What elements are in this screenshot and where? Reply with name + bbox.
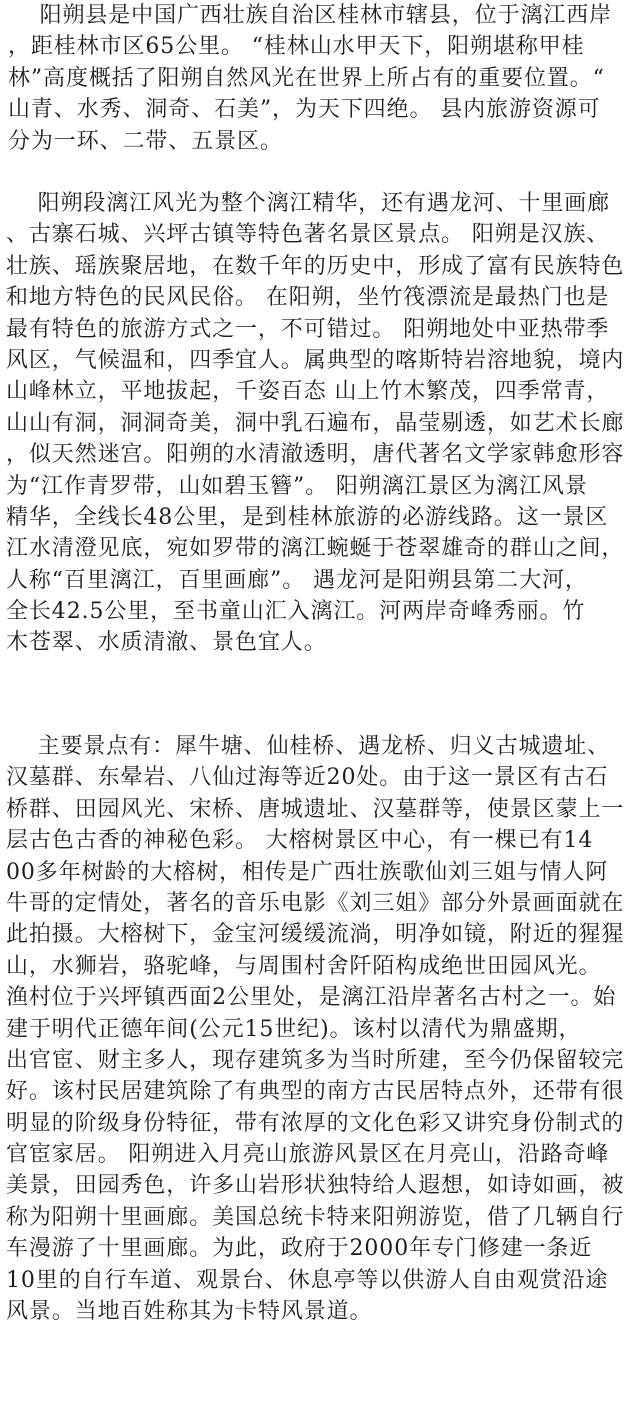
text-line: 木苍翠、水质清澈、景色宜人。 xyxy=(6,630,327,656)
text-line: 桥群、田园风光、宋桥、唐城遗址、汉墓群等，使景区蒙上一 xyxy=(6,796,625,822)
paragraph-attractions xyxy=(6,731,640,1327)
text-line: 美景，田园秀色，许多山岩形状独特给人遐想，如诗如画，被 xyxy=(6,1173,625,1199)
text-line: 此拍摄。大榕树下，金宝河缓缓流淌，明净如镜，附近的猩猩 xyxy=(6,922,625,948)
text-line: 壮族、瑶族聚居地，在数千年的历史中，形成了富有民族特色 xyxy=(6,253,625,279)
text-line: 明显的阶级身份特征，带有浓厚的文化色彩又讲究身份制式的 xyxy=(6,1110,625,1136)
text-line: 风区，气候温和，四季宜人。属典型的喀斯特岩溶地貌，境内 xyxy=(6,347,625,373)
text-line: 建于明代正德年间(公元15世纪)。该村以清代为鼎盛期， xyxy=(6,1016,582,1042)
text-line: 车漫游了十里画廊。为此，政府于2000年专门修建一条近 xyxy=(6,1236,593,1262)
text-line: 10里的自行车道、观景台、休息亭等以供游人自由观赏沿途 xyxy=(6,1267,609,1293)
text-line: 阳朔段漓江风光为整个漓江精华，还有遇龙河、十里画廊 xyxy=(6,191,611,216)
text-line: 和地方特色的民风民俗。 在阳朔，坐竹筏漂流是最热门也是 xyxy=(6,285,610,311)
text-line: 精华，全线长48公里，是到桂林旅游的必游线路。这一景区 xyxy=(6,504,609,530)
text-line: 风景。当地百姓称其为卡特风景道。 xyxy=(6,1299,373,1325)
paragraph-lijiang xyxy=(6,188,640,659)
text-line: 山山有洞，洞洞奇美，洞中乳石遍布，晶莹剔透，如艺术长廊 xyxy=(6,410,625,436)
text-line: 出官宦、财主多人，现存建筑多为当时所建，至今仍保留较完 xyxy=(6,1047,625,1073)
text-line: 、古寨石城、兴坪古镇等特色著名景区景点。 阳朔是汉族、 xyxy=(6,222,610,248)
text-line: 人称“百里漓江，百里画廊”。 遇龙河是阳朔县第二大河， xyxy=(6,567,588,593)
text-line: 官宦家居。 阳朔进入月亮山旅游风景区在月亮山，沿路奇峰 xyxy=(6,1142,610,1168)
text-line: 汉墓群、东晕岩、八仙过海等近20处。由于这一景区有古石 xyxy=(6,765,609,791)
text-line: 最有特色的旅游方式之一，不可错过。 阳朔地处中亚热带季 xyxy=(6,316,610,342)
text-line: 主要景点有：犀牛塘、仙桂桥、遇龙桥、归义古城遗址、 xyxy=(6,734,611,759)
text-line: 全长42.5公里，至书童山汇入漓江。河两岸奇峰秀丽。竹 xyxy=(6,599,586,625)
text-line: 好。该村民居建筑除了有典型的南方古民居特点外，还带有很 xyxy=(6,1079,625,1105)
text-line: 称为阳朔十里画廊。美国总统卡特来阳朔游览，借了几辆自行 xyxy=(6,1204,625,1230)
text-line: 山峰林立，平地拔起，千姿百态 山上竹木繁茂，四季常青， xyxy=(6,379,610,405)
text-line: 渔村位于兴坪镇西面2公里处，是漓江沿岸著名古村之一。始 xyxy=(6,985,617,1011)
text-line: 分为一环、二带、五景区。 xyxy=(8,128,283,154)
text-line: 阳朔县是中国广西壮族自治区桂林市辖县，位于漓江西岸 xyxy=(8,3,613,28)
text-line: 山青、水秀、洞奇、石美”，为天下四绝。 县内旅游资源可 xyxy=(8,97,601,123)
text-line: 山，水狮岩，骆驼峰，与周围村舍阡陌构成绝世田园风光。 xyxy=(6,953,602,979)
text-line: 林”高度概括了阳朔自然风光在世界上所占有的重要位置。“ xyxy=(8,65,605,91)
paragraph-intro xyxy=(8,0,640,157)
text-line: 牛哥的定情处，著名的音乐电影《刘三姐》部分外景画面就在 xyxy=(6,890,625,916)
text-line: 层古色古香的神秘色彩。 大榕树景区中心，有一棵已有14 xyxy=(6,828,594,854)
text-line: 00多年树龄的大榕树，相传是广西壮族歌仙刘三姐与情人阿 xyxy=(6,859,609,885)
text-line: ，似天然迷宫。阳朔的水清澈透明，唐代著名文学家韩愈形容 xyxy=(6,442,625,468)
text-line: 江水清澄见底，宛如罗带的漓江蜿蜒于苍翠雄奇的群山之间， xyxy=(6,536,625,562)
text-line: 为“江作青罗带，山如碧玉簪”。 阳朔漓江景区为漓江风景 xyxy=(6,473,588,499)
text-line: ，距桂林市区65公里。 “桂林山水甲天下，阳朔堪称甲桂 xyxy=(8,34,585,60)
